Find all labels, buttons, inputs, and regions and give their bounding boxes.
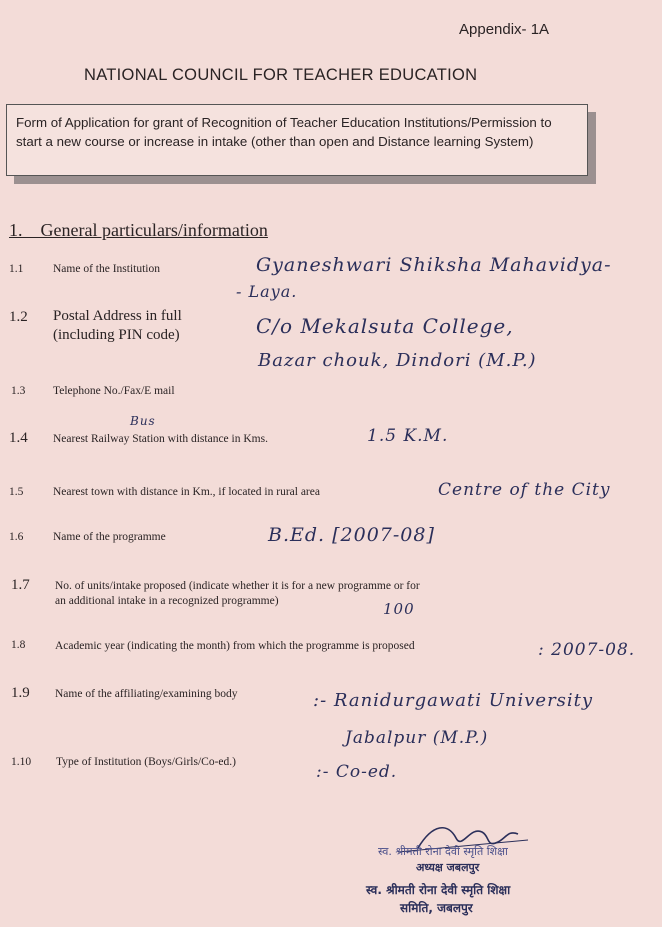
section-heading [9,220,268,241]
item-label-intake: No. of units/intake proposed (indicate whether it is for a new programme or for [55,580,420,592]
stamp-line-2: अध्यक्ष जबलपुर [416,861,480,874]
answer-nearest-town: Centre of the City [438,480,611,500]
item-number: 1.8 [11,639,26,651]
item-number: 1.7 [11,577,30,593]
answer-postal-address-line1: C/o Mekalsuta College, [256,314,514,338]
item-label-institution-type: Type of Institution (Boys/Girls/Co-ed.) [56,756,236,768]
answer-postal-address-line2: Bazar chouk, Dindori (M.P.) [258,350,537,371]
item-number: 1.3 [11,385,26,397]
item-label-affiliating-body: Name of the affiliating/examining body [55,688,238,700]
item-label-postal-address-pin: (including PIN code) [53,327,180,343]
section-title: General particulars/information [40,220,268,240]
item-label-academic-year: Academic year (indicating the month) from which the programme is proposed [55,640,415,652]
answer-affiliating-body: :- Ranidurgawati University [313,690,594,711]
item-number: 1.4 [9,430,28,446]
answer-railway-distance: 1.5 K.M. [367,426,449,446]
answer-intake: 100 [383,600,415,618]
item-label-programme: Name of the programme [53,531,166,543]
item-number: 1.6 [9,531,24,543]
item-label-institution-name: Name of the Institution [53,263,160,275]
item-label-telephone: Telephone No./Fax/E mail [53,385,175,397]
answer-institution-name-cont: - Laya. [236,282,298,301]
stamp-line-4: समिति, जबलपुर [400,901,473,915]
answer-affiliating-body-city: Jabalpur (M.P.) [345,728,489,748]
item-number: 1.5 [9,486,24,498]
council-title: NATIONAL COUNCIL FOR TEACHER EDUCATION [84,66,478,84]
item-number: 1.2 [9,309,28,325]
form-title: Form of Application for grant of Recognition of Teacher Education Institutions/Permission to start a new course or increase in intake (other than open and Distance learning System) [16,115,552,149]
item-label-railway-station: Nearest Railway Station with distance in Kms. [53,433,268,445]
item-label-intake-cont: an additional intake in a recognized programme) [55,595,279,607]
item-label-nearest-town: Nearest town with distance in Km., if located in rural area [53,486,320,498]
item-number: 1.10 [11,756,32,768]
answer-institution-name: Gyaneshwari Shiksha Mahavidya- [256,254,612,276]
answer-academic-year: : 2007-08. [538,640,636,660]
section-number: 1. [9,220,23,240]
appendix-label: Appendix- 1A [459,21,550,38]
official-stamp [366,818,558,918]
answer-institution-type: :- Co-ed. [316,762,398,782]
item-label-postal-address: Postal Address in full [53,308,182,324]
correction-bus: Bus [130,414,156,428]
stamp-line-1: स्व. श्रीमती रोना देवी स्मृति शिक्षा [378,845,508,858]
item-number: 1.1 [9,263,24,275]
stamp-line-3: स्व. श्रीमती रोना देवी स्मृति शिक्षा [366,883,511,897]
answer-programme: B.Ed. [2007-08] [268,524,435,546]
form-title-box [6,104,588,176]
item-number: 1.9 [11,685,30,701]
